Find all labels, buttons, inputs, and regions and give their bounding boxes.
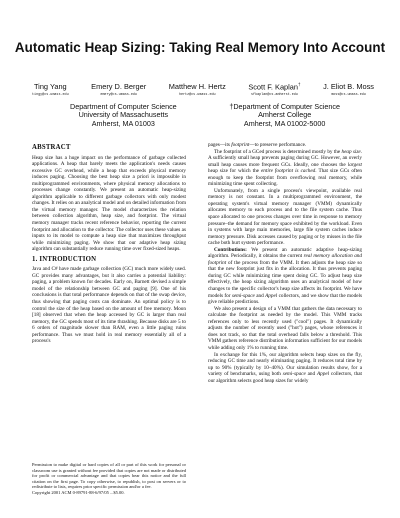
affiliation — [229, 103, 340, 128]
affiliation-line: Amherst College — [258, 110, 312, 120]
text-run: real memory allocation and footprint — [208, 253, 362, 266]
paragraph: Unfortunately, from a single process's viewpoint, available real memory is not constant. In a multiprogrammed environment, the operating system's virtual memory manager (VMM) dynamically allocates memory to each process and to the file system cache. Thus space allocated to one process changes over time in response to memory pressure–the demand for memory space exhibited by the workload. Even in systems with large main memories, large file system caches induce memory pressure. Disk accesses caused by paging or by misses in the file cache both hurt system performance. — [208, 187, 362, 247]
text-run: heap size for which the — [208, 168, 261, 175]
text-run: of the process from the VMM. It then adjusts the heap size so that the new footprint just fits in the allocation. It thus prevents paging during GC while minimizing time spent doing GC. To adjust heap size effectively, the heap sizing algorithm uses an analytical model of how changes to the specific collector's heap size affects its footprint. We have models for — [208, 259, 362, 299]
author — [169, 82, 226, 97]
text-run: semi-space — [282, 371, 306, 378]
affiliation-line: Department of Computer Science — [70, 102, 177, 111]
text-run: . That size GCs often enough to keep the footprint from overflowing real memory, while minimizing time spent collecting. — [208, 168, 362, 188]
permission-text: Permission to make digital or hard copies of all or part of this work for personal or classroom use is granted without fee provided that copies are not made or distributed for profit or commercial advantage and that copies bear this notice and the full citation on the first page. To copy otherwise, to republish, to post on servers or to redistribute to lists, requires prior specific permission and/or a fee. — [32, 462, 186, 489]
text-run: collectors, and we show that the models give reliable predictions. — [208, 292, 362, 306]
text-run: We present an automatic adaptive heap-sizing algorithm. Periodically, it obtains the current — [208, 246, 362, 260]
author-name: J. Eliot B. Moss — [323, 82, 374, 91]
author-list — [32, 82, 374, 97]
permission-footnote — [32, 462, 186, 495]
text-run: . A sufficiently small heap prevents paging during GC. However, an overly small heap causes more frequent GCs. Ideally, one chooses the — [208, 148, 362, 168]
author-email: hertz@cs.umass.edu — [178, 92, 216, 97]
text-run: Appel — [316, 371, 330, 378]
affiliation-list — [70, 103, 340, 128]
left-column — [32, 145, 186, 345]
author — [248, 82, 300, 97]
text-run: In exchange for this 1%, our algorithm selects heap sizes on the fly, reducing GC time and nearly eliminating paging. It reduces total time by up to 90% (typically by 10–40%). Our simulation results show, for a variety of benchmarks, using both — [208, 351, 362, 378]
author-affil-mark: † — [298, 82, 301, 87]
author — [91, 82, 146, 97]
text-run: semi-space — [231, 292, 255, 299]
introduction-heading: 1. INTRODUCTION — [32, 255, 97, 263]
text-run: heap size — [341, 148, 361, 155]
author-name-text: Scott F. Kaplan — [248, 82, 299, 92]
copyright-text: Copyright 2001 ACM 0-89791-88-6/97/05 ...$5.00. — [32, 489, 125, 495]
author-email: moss@cs.umass.edu — [331, 92, 366, 97]
contributions-label: Contributions: — [214, 246, 247, 253]
paragraph — [208, 149, 362, 188]
affiliation-line: Amherst, MA 01003 — [91, 118, 155, 128]
text-run: and — [254, 292, 266, 299]
author-name: Emery D. Berger — [91, 82, 147, 91]
paragraph: We also present a design of a VMM that gathers the data necessary to calculate the footprint as needed by the model. This VMM tracks references only to less recently used ("cool") pages. It dynamically adjusts the number of recently used ("hot") pages, whose references it does not track, so that the total overhead falls below a threshold. This VMM gathers reference distribution information sufficient for our models while adding only 1% to running time. — [208, 305, 362, 351]
text-run: entire footprint is cached — [261, 168, 316, 175]
right-column — [208, 142, 362, 384]
paper-title: Automatic Heap Sizing: Taking Real Memory Into Account — [14, 40, 386, 55]
affiliation-line: Amherst, MA 01002-5000 — [243, 118, 326, 128]
author-name — [248, 82, 300, 91]
author-email: tingy@cs.umass.edu — [32, 92, 69, 97]
affiliation-line: †Department of Computer Science — [229, 102, 340, 111]
text-run: Appel — [265, 292, 278, 299]
introduction-text: Java and C# have made garbage collection (GC) much more widely used. GC provides many advantages, but it also carries a potential liability: paging, a problem known for decades. Early on, Barnett devised a simple model of the relationship between GC and paging [9]. One of his conclusions is that total performance depends on that of the swap device, thus showing that paging costs can dominate. An optimal policy is to control the size of the heap based on the amount of free memory. Moon [18] observed that when the heap accessed by GC is larger than real memory, the GC spends most of its time thrashing. Because disks are 5 to 6 orders of magnitude slower than RAM, even a little paging ruins performance. Thus we must hold in real memory essentially all of a process's — [32, 266, 186, 345]
paragraph — [208, 352, 362, 385]
text-run: and — [305, 371, 317, 378]
author-name: Matthew H. Hertz — [168, 82, 226, 91]
affiliation-line: University of Massachusetts — [78, 110, 169, 120]
text-run: collectors, that our algorithm selects good heap sizes for widely — [208, 371, 362, 384]
affiliation — [70, 103, 177, 128]
abstract-heading: ABSTRACT — [32, 144, 71, 151]
abstract-text: Heap size has a huge impact on the performance of garbage collected applications. A heap that barely meets the application's needs causes excessive GC overhead, while a heap that exceeds physical memory induces paging. Choosing the best heap size a priori is impossible in multiprogrammed environments, where physical memory allocations to processes change constantly. We present an automatic heap-sizing algorithm applicable to different garbage collectors with only modest changes. It relies on an analytical model and on detailed information from the virtual memory manager. The model characterizes the relation between collection algorithm, heap size, and footprint. The virtual memory manager tracks recent reference behavior, reporting the current footprint and allocation to the collector. The collector uses these values as inputs to its model to compute a heap size that maximizes throughput while minimizing paging. We show that our adaptive heap sizing algorithm can substantially reduce running time over fixed-sized heaps. — [32, 154, 186, 253]
text-run: footprint — [231, 142, 250, 148]
author — [32, 82, 69, 97]
text-run: pages—its — [208, 142, 232, 148]
text-run: The footprint of a GCed process is determined mostly by the — [214, 148, 342, 155]
paragraph — [208, 247, 362, 306]
author-email: sfkaplan@cs.amherst.edu — [251, 92, 298, 97]
author — [323, 82, 374, 97]
text-run: —to preserve performance. — [249, 142, 307, 148]
author-name: Ting Yang — [33, 82, 67, 91]
author-email: emery@cs.umass.edu — [100, 92, 137, 97]
text-run: largest — [347, 161, 362, 168]
